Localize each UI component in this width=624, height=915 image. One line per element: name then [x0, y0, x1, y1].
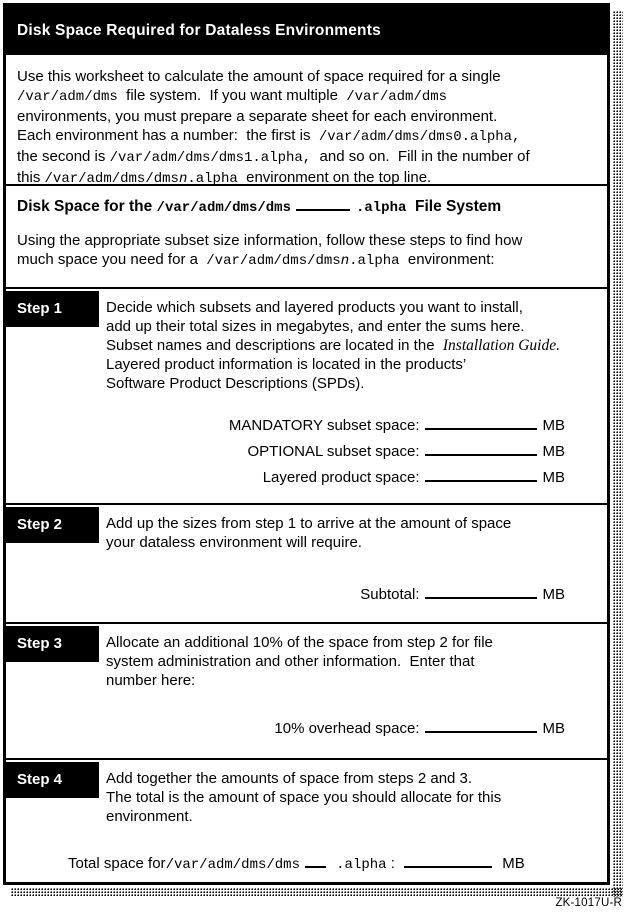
unit-label: MB: [542, 586, 565, 603]
step-2-badge: Step 2: [3, 507, 99, 543]
intro-paragraph: Use this worksheet to calculate the amount of space required for a single /var/adm/dms file system. If you want multiple /var/adm/dms environments, you must prepare a separate sheet for each environment. Each environment has a number: the first is /var/adm/dms/dms0.alpha, the second is /var/adm/dms/dms1.alpha, and so on. Fill in the number of this /var/adm/dms/dmsn.alpha environment on the top line.: [17, 68, 530, 187]
step-1-badge: Step 1: [3, 291, 99, 327]
unit-label: MB: [542, 417, 565, 434]
layered-product-space-blank: [425, 467, 537, 482]
step-3-badge: Step 3: [3, 626, 99, 662]
subtotal-blank: [425, 584, 537, 599]
subtotal-label: Subtotal:: [360, 586, 420, 603]
figure-label: ZK-1017U-R: [555, 897, 622, 909]
step-4-section: [6, 760, 607, 882]
worksheet-page: [3, 3, 610, 885]
overhead-space-label: 10% overhead space:: [274, 720, 420, 737]
optional-subset-space-row: [6, 439, 607, 465]
unit-label: MB: [542, 720, 565, 737]
mandatory-subset-space-row: [6, 413, 607, 439]
fill-in-blank: [305, 853, 326, 868]
step-1-fields: [6, 413, 607, 491]
total-space-row: Total space for/var/adm/dms/dms .alpha : MB: [68, 855, 525, 873]
fill-in-blank: [404, 853, 492, 868]
mandatory-subset-space-label: MANDATORY subset space:: [228, 417, 420, 434]
worksheet-title: Disk Space Required for Dataless Environments: [6, 6, 607, 55]
overhead-space-row: [6, 716, 607, 742]
fill-in-blank: [296, 196, 350, 211]
drop-shadow-bottom: [11, 888, 623, 897]
layered-product-space-label: Layered product space:: [262, 469, 420, 486]
mandatory-subset-space-blank: [425, 415, 537, 430]
step-1-instructions: Decide which subsets and layered products you want to install, add up their total sizes in megabytes, and enter the sums here. Subset names and descriptions are located in the Installation Guide. Layered product information is located in the products’ Software Product Descriptions (SPDs).: [106, 299, 560, 392]
optional-subset-space-label: OPTIONAL subset space:: [247, 443, 420, 460]
optional-subset-space-blank: [425, 441, 537, 456]
step-3-section: [6, 624, 607, 758]
unit-label: MB: [542, 469, 565, 486]
step-2-section: [6, 505, 607, 622]
filesystem-heading: Disk Space for the /var/adm/dms/dms .alpha File System: [17, 198, 502, 216]
subtotal-row: [6, 582, 607, 608]
step-4-badge: Step 4: [3, 762, 99, 798]
filesystem-section: [6, 186, 607, 287]
step-4-instructions: Add together the amounts of space from steps 2 and 3. The total is the amount of space you should allocate for this environment.: [106, 770, 502, 825]
step-1-section: [6, 289, 607, 503]
step-2-instructions: Add up the sizes from step 1 to arrive at the amount of space your dataless environment will require.: [106, 515, 512, 551]
filesystem-intro: Using the appropriate subset size information, follow these steps to find how much space you need for a /var/adm/dms/dmsn.alpha environment:: [17, 232, 523, 269]
step-3-instructions: Allocate an additional 10% of the space from step 2 for file system administration and other information. Enter that number here:: [106, 634, 493, 689]
unit-label: MB: [542, 443, 565, 460]
layered-product-space-row: [6, 465, 607, 491]
overhead-space-blank: [425, 718, 537, 733]
drop-shadow-right: [613, 11, 623, 897]
